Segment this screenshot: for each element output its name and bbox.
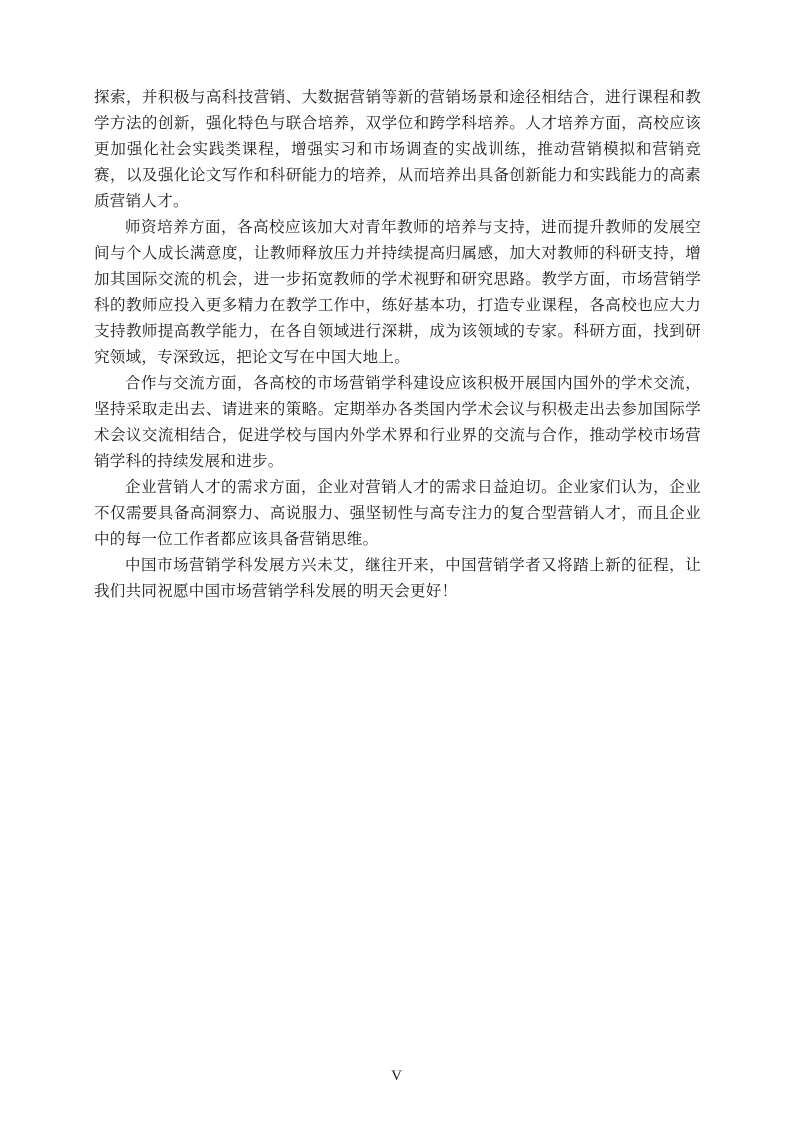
- paragraph-3: 合作与交流方面，各高校的市场营销学科建设应该积极开展国内国外的学术交流，坚持采取走出去、请进来的策略。定期举办各类国内学术会议与积极走出去参加国际学术会议交流相结合，促进学校与国内外学术界和行业界的交流与合作，推动学校市场营销学科的持续发展和进步。: [94, 374, 701, 470]
- paragraph-4: 企业营销人才的需求方面，企业对营销人才的需求日益迫切。企业家们认为，企业不仅需要具备高洞察力、高说服力、强坚韧性与高专注力的复合型营销人才，而且企业中的每一位工作者都应该具备营销思维。: [94, 478, 701, 548]
- paragraph-1: 探索，并积极与高科技营销、大数据营销等新的营销场景和途径相结合，进行课程和教学方法的创新，强化特色与联合培养，双学位和跨学科培养。人才培养方面，高校应该更加强化社会实践类课程，增强实习和市场调查的实战训练，推动营销模拟和营销竞赛，以及强化论文写作和科研能力的培养，从而培养出具备创新能力和实践能力的高素质营销人才。: [94, 88, 701, 210]
- paragraph-2: 师资培养方面，各高校应该加大对青年教师的培养与支持，进而提升教师的发展空间与个人成长满意度，让教师释放压力并持续提高归属感，加大对教师的科研支持，增加其国际交流的机会，进一步拓宽教师的学术视野和研究思路。教学方面，市场营销学科的教师应投入更多精力在教学工作中，练好基本功，打造专业课程，各高校也应大力支持教师提高教学能力，在各自领域进行深耕，成为该领域的专家。科研方面，找到研究领域，专深致远，把论文写在中国大地上。: [94, 218, 701, 366]
- paragraph-5: 中国市场营销学科发展方兴未艾，继往开来，中国营销学者又将踏上新的征程，让我们共同祝愿中国市场营销学科发展的明天会更好！: [94, 556, 701, 600]
- page-body: [94, 84, 701, 604]
- page-number: V: [391, 1068, 402, 1084]
